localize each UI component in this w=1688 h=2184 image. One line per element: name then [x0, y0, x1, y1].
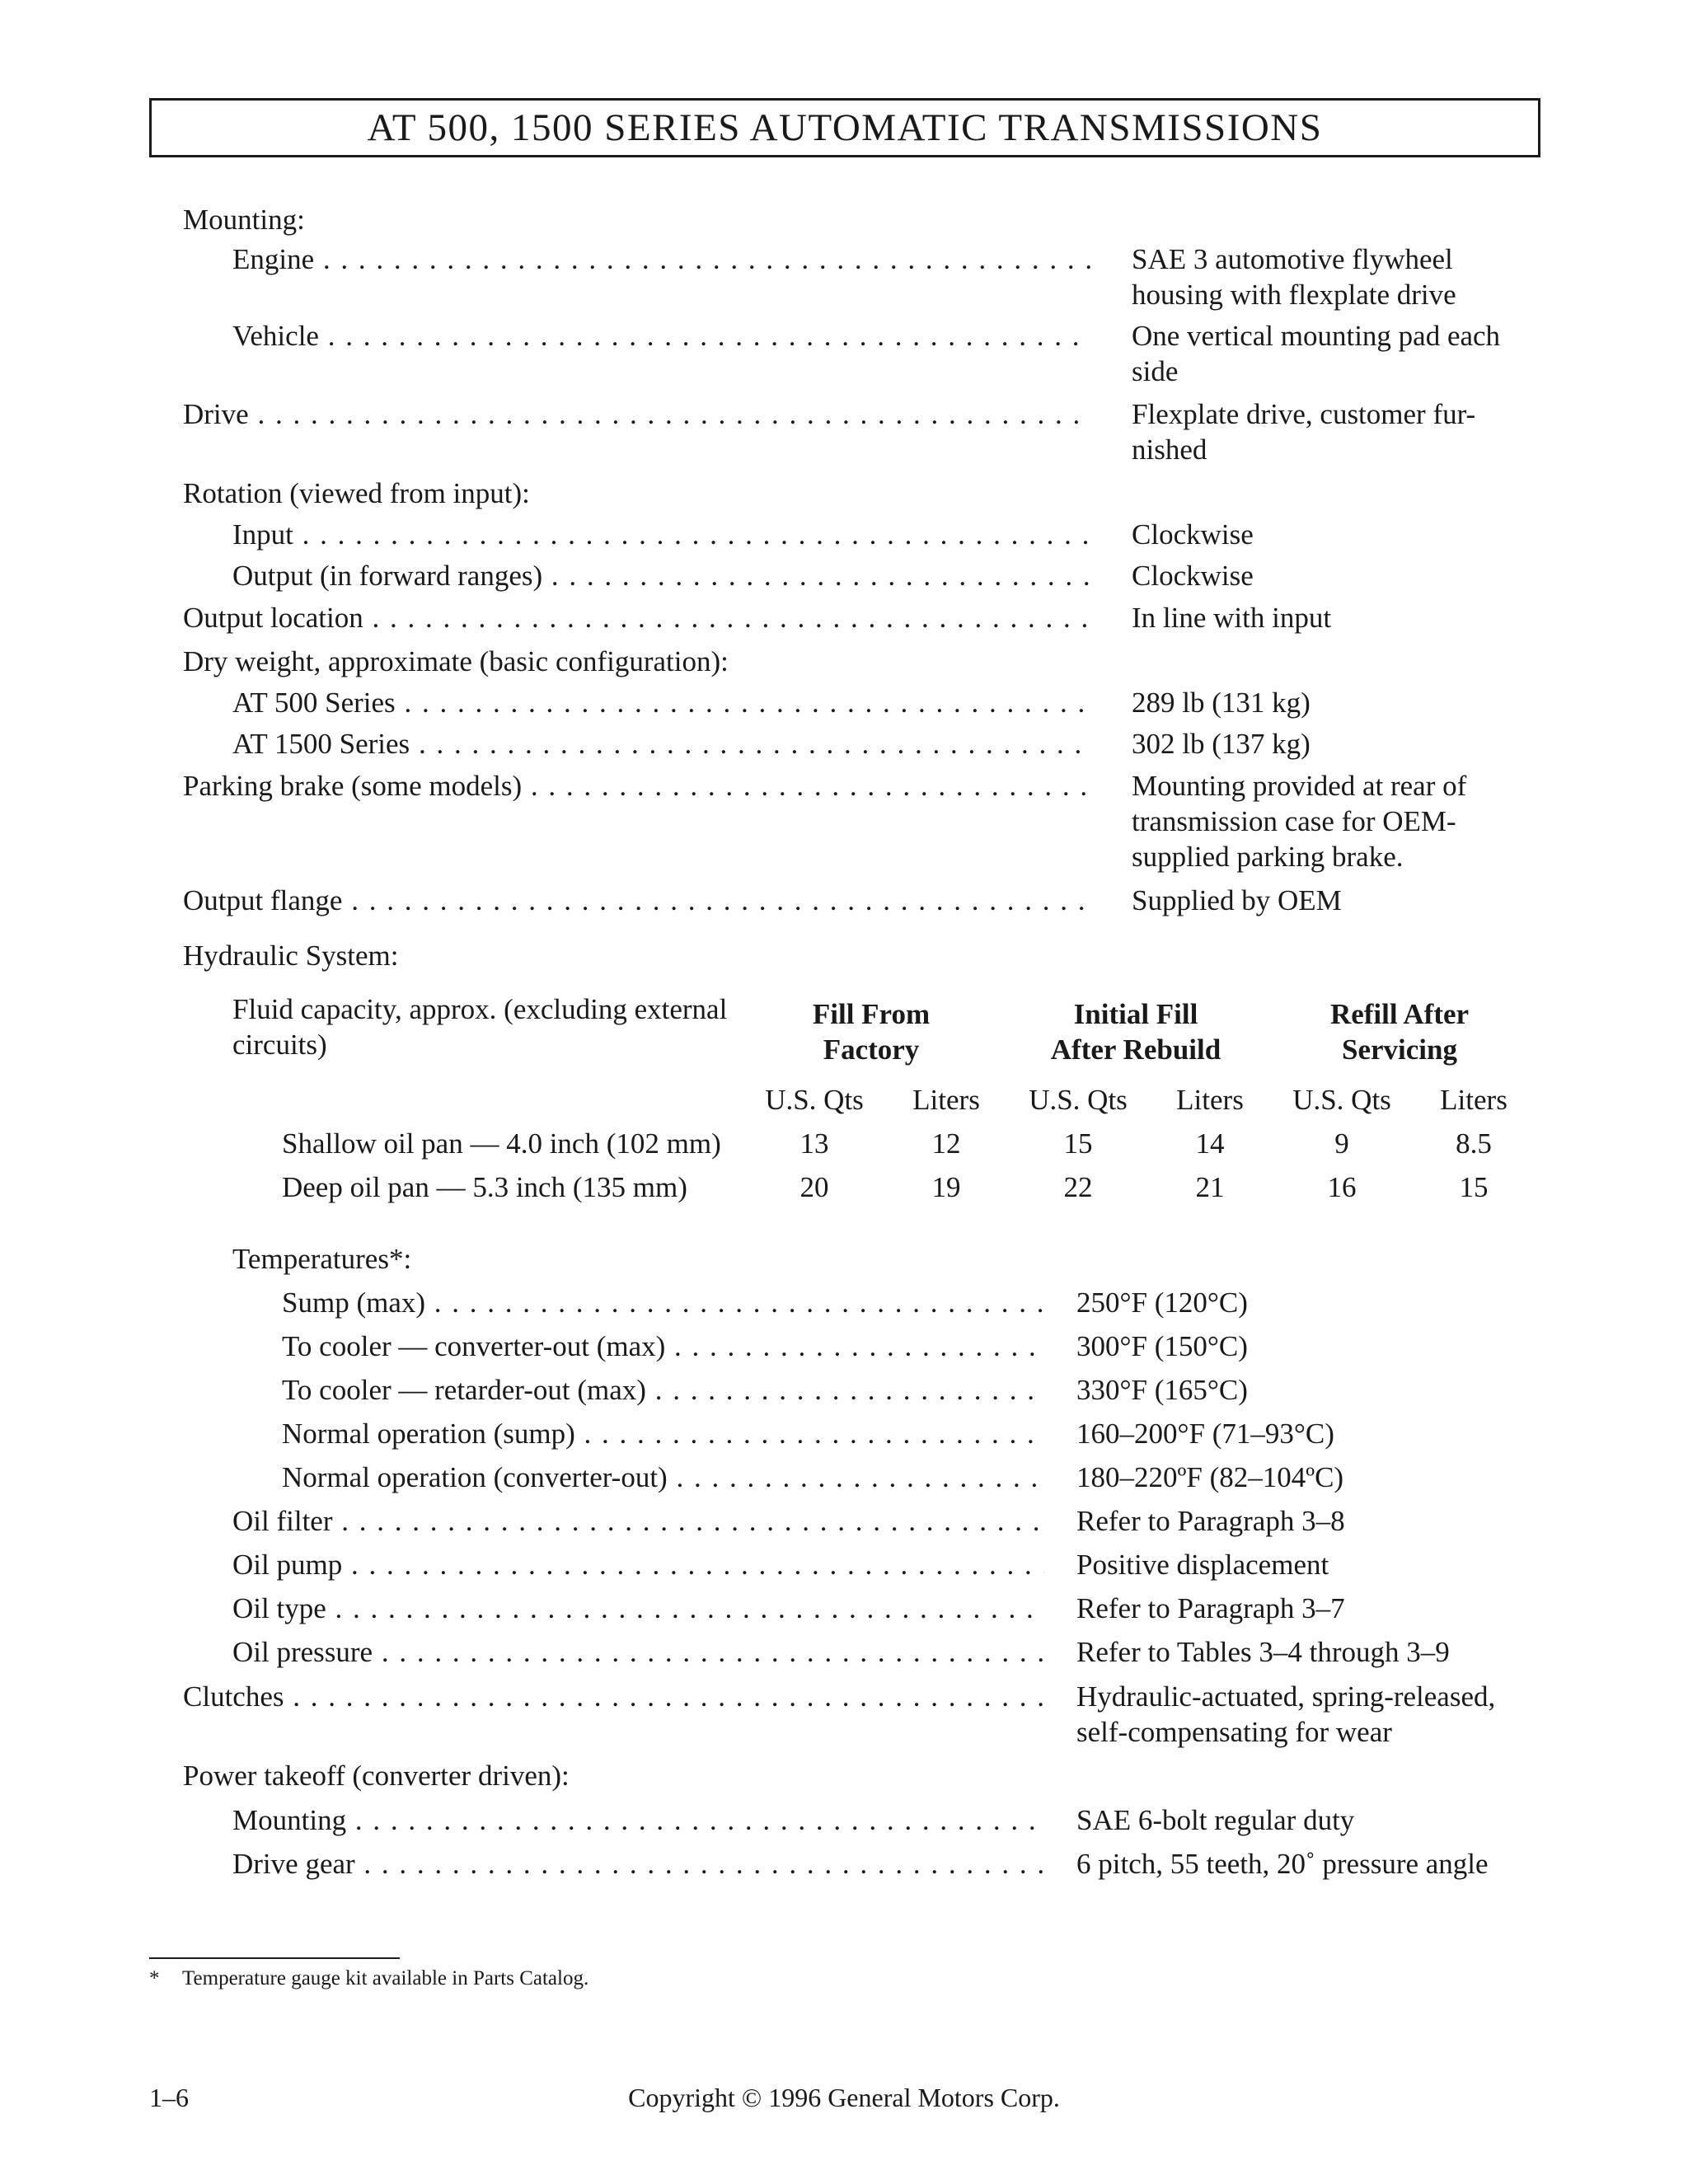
column-header-line: Factory	[823, 1033, 920, 1066]
spec-value: nished	[1132, 434, 1207, 466]
spec-value: 180–220ºF (82–104ºC)	[1076, 1461, 1344, 1493]
column-header-factory	[739, 996, 1003, 1067]
spec-value: Refer to Paragraph 3–8	[1076, 1505, 1345, 1537]
spec-label: AT 1500 Series . . .	[232, 726, 1091, 762]
spec-value: 330°F (165°C)	[1076, 1374, 1248, 1406]
spec-label: Oil filter . . .	[232, 1503, 1044, 1539]
spec-value: Flexplate drive, customer fur-	[1132, 398, 1476, 430]
spec-label: Oil pump . . .	[232, 1547, 1044, 1582]
table-cell: 12	[931, 1127, 961, 1160]
spec-value: transmission case for OEM-	[1132, 805, 1456, 837]
spec-label: Sump (max) . . .	[282, 1285, 1044, 1320]
spec-value: 289 lb (131 kg)	[1132, 687, 1311, 719]
spec-value: 300°F (150°C)	[1076, 1330, 1248, 1362]
page-title: AT 500, 1500 SERIES AUTOMATIC TRANSMISSIONS	[149, 98, 1540, 157]
table-cell: 8.5	[1456, 1127, 1492, 1160]
table-cell: 22	[1063, 1171, 1093, 1203]
spec-label: Engine . . .	[232, 241, 1091, 277]
spec-value: SAE 6-bolt regular duty	[1076, 1804, 1355, 1836]
spec-value: Clockwise	[1132, 560, 1254, 592]
table-cell: 9	[1334, 1127, 1349, 1160]
pto-heading: Power takeoff (converter driven):	[183, 1760, 570, 1792]
spec-value: 250°F (120°C)	[1076, 1286, 1248, 1319]
unit-header: Liters	[1176, 1084, 1244, 1116]
page-number: 1–6	[149, 2083, 189, 2112]
table-cell: 15	[1459, 1171, 1489, 1203]
table-cell: 21	[1195, 1171, 1225, 1203]
spec-label: To cooler — converter-out (max) . . .	[282, 1329, 1044, 1364]
row-label: Deep oil pan — 5.3 inch (135 mm)	[282, 1171, 687, 1203]
fluid-label-cont: circuits)	[232, 1029, 327, 1061]
column-header-line: Refill After	[1329, 998, 1470, 1030]
spec-value: self-compensating for wear	[1076, 1716, 1392, 1748]
rotation-heading: Rotation (viewed from input):	[183, 477, 530, 509]
copyright: Copyright © 1996 General Motors Corp.	[628, 2083, 1060, 2112]
spec-label: Mounting . . .	[232, 1802, 1044, 1838]
footnote	[149, 1966, 588, 1991]
spec-value: side	[1132, 355, 1179, 387]
fluid-label: Fluid capacity, approx. (excluding external	[232, 993, 728, 1025]
spec-value: housing with flexplate drive	[1132, 279, 1456, 311]
spec-label: Oil pressure . . .	[232, 1634, 1044, 1670]
column-header-line: Initial Fill	[1073, 998, 1198, 1030]
spec-value: SAE 3 automotive flywheel	[1132, 243, 1453, 275]
spec-value: Clockwise	[1132, 518, 1254, 551]
spec-label: Vehicle . . .	[232, 318, 1091, 354]
spec-label: Output flange . . .	[183, 883, 1091, 918]
table-cell: 16	[1327, 1171, 1357, 1203]
spec-value: Supplied by OEM	[1132, 884, 1342, 916]
spec-label: Parking brake (some models) . . .	[183, 768, 1091, 804]
spec-value: 160–200°F (71–93°C)	[1076, 1418, 1334, 1450]
dry-weight-heading: Dry weight, approximate (basic configuration):	[183, 645, 729, 677]
spec-label: Drive gear . . .	[232, 1846, 1044, 1882]
unit-header: U.S. Qts	[1029, 1084, 1128, 1116]
spec-label: Output (in forward ranges) . . .	[232, 558, 1091, 593]
mounting-heading: Mounting:	[183, 204, 305, 236]
unit-header: U.S. Qts	[1292, 1084, 1391, 1116]
row-label: Shallow oil pan — 4.0 inch (102 mm)	[282, 1127, 721, 1160]
spec-value: 302 lb (137 kg)	[1132, 728, 1311, 760]
spec-value: In line with input	[1132, 602, 1332, 634]
spec-label: AT 500 Series . . .	[232, 685, 1091, 720]
table-cell: 15	[1063, 1127, 1093, 1160]
spec-label: Drive . . .	[183, 396, 1091, 432]
footnote-text: Temperature gauge kit available in Parts Catalog.	[182, 1967, 589, 1990]
table-cell: 20	[799, 1171, 829, 1203]
unit-header: U.S. Qts	[765, 1084, 864, 1116]
table-cell: 13	[799, 1127, 829, 1160]
column-header-rebuild	[1004, 996, 1268, 1067]
spec-value: Refer to Tables 3–4 through 3–9	[1076, 1636, 1450, 1668]
column-header-servicing	[1268, 996, 1531, 1067]
unit-header: Liters	[1440, 1084, 1507, 1116]
spec-value: supplied parking brake.	[1132, 841, 1404, 873]
spec-label: Output location . . .	[183, 600, 1091, 635]
table-cell: 14	[1195, 1127, 1225, 1160]
spec-label: Normal operation (converter-out) . . .	[282, 1460, 1044, 1495]
column-header-line: Servicing	[1342, 1033, 1457, 1066]
spec-value: Positive displacement	[1076, 1549, 1329, 1581]
unit-header: Liters	[912, 1084, 980, 1116]
spec-value: Mounting provided at rear of	[1132, 770, 1467, 802]
spec-label: Oil type . . .	[232, 1591, 1044, 1626]
spec-label: Input . . .	[232, 517, 1091, 552]
spec-value: One vertical mounting pad each	[1132, 320, 1501, 352]
spec-value: Hydraulic-actuated, spring-released,	[1076, 1680, 1496, 1713]
footnote-mark: *	[149, 1967, 160, 1990]
temperatures-heading: Temperatures*:	[232, 1243, 412, 1275]
column-header-line: After Rebuild	[1050, 1033, 1221, 1066]
spec-label: Clutches . . .	[183, 1679, 1044, 1714]
spec-label: To cooler — retarder-out (max) . . .	[282, 1372, 1044, 1408]
footnote-divider	[149, 1957, 400, 1959]
spec-label: Normal operation (sump) . . .	[282, 1416, 1044, 1451]
column-header-line: Fill From	[812, 998, 931, 1030]
table-cell: 19	[931, 1171, 961, 1203]
hydraulic-heading: Hydraulic System:	[183, 940, 399, 972]
spec-value: 6 pitch, 55 teeth, 20˚ pressure angle	[1076, 1848, 1489, 1880]
spec-value: Refer to Paragraph 3–7	[1076, 1592, 1345, 1624]
